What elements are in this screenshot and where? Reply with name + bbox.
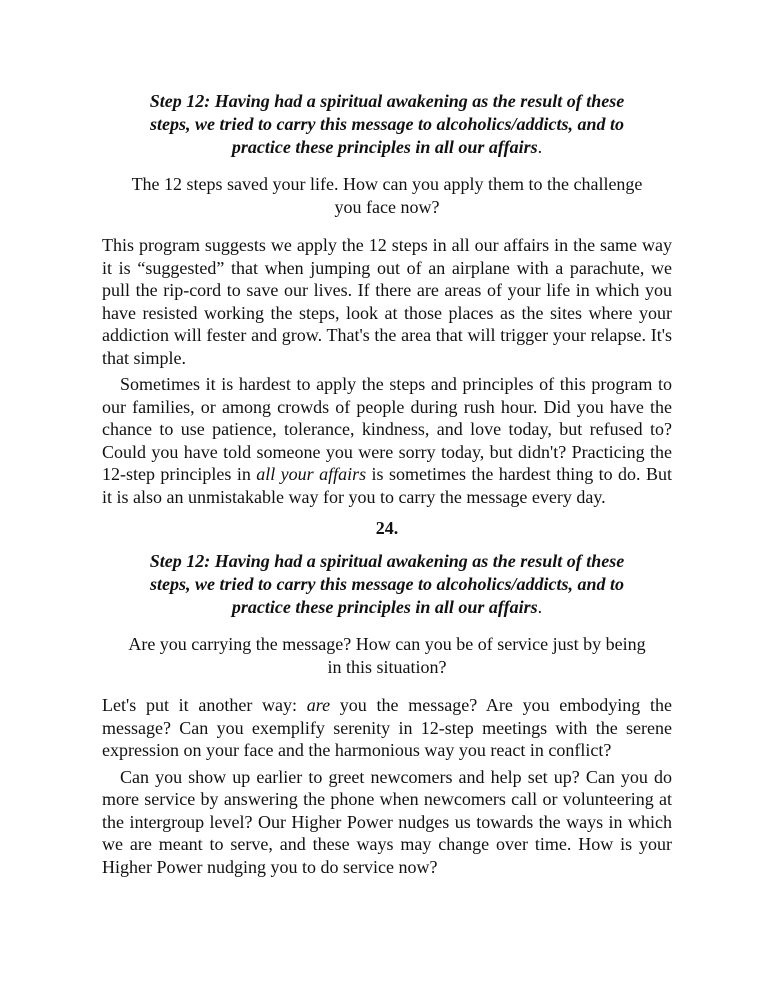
paragraph-text: is sometimes the hardest thing to do. But it is also an unmistakable way for you to carry the message every day. xyxy=(102,464,672,507)
step-heading-period: . xyxy=(537,137,543,157)
step-heading xyxy=(102,550,672,619)
body-paragraph: This program suggests we apply the 12 steps in all our affairs in the same way it is “suggested” that when jumping out of an airplane with a parachute, we pull the rip-cord to save our lives. If there are areas of your life in which you have resisted working the steps, look at those places as the sites where your addiction will fester and grow. That's the area that will trigger your relapse. It's that simple. xyxy=(102,235,672,368)
body-paragraph: Can you show up earlier to greet newcomers and help set up? Can you do more service by answering the phone when newcomers call or volunteering at the intergroup level? Our Higher Power nudges us towards the ways in which we are meant to serve, and these ways may change over time. How is your Higher Power nudging you to do service now? xyxy=(102,766,672,877)
step-heading-period: . xyxy=(537,597,543,617)
emphasis-text: all your affairs xyxy=(256,464,367,484)
body-paragraph xyxy=(102,373,672,508)
reflection-question: The 12 steps saved your life. How can you apply them to the challenge you face now? xyxy=(131,174,643,217)
reading-number: 24. xyxy=(375,518,399,538)
paragraph-text: Sometimes it is hardest to apply the steps and principles of this program to our families, or among crowds of people during rush hour. Did you have the chance to use patience, tolerance, kindness, and love today, but refused to? Could you have told someone you were sorry today, but didn't? Practicing the 12-step principles in xyxy=(102,374,672,484)
reading-section-24 xyxy=(102,550,672,878)
emphasis-text: are xyxy=(306,695,331,715)
step-heading-text: Step 12: Having had a spiritual awakening as the result of these steps, we tried to carry this message to alcoholics/addicts, and to practice these principles in all our affairs xyxy=(149,551,625,617)
reflection-question: Are you carrying the message? How can you be of service just by being in this situation? xyxy=(128,634,646,677)
paragraph-text: you the message? Are you embodying the message? Can you exemplify serenity in 12-step meetings with the serene expression on your face and the harmonious way you react in conflict? xyxy=(102,695,672,760)
reading-section-23 xyxy=(102,90,672,508)
book-page xyxy=(102,90,672,878)
body-paragraph xyxy=(102,694,672,762)
step-heading-text: Step 12: Having had a spiritual awakening as the result of these steps, we tried to carry this message to alcoholics/addicts, and to practice these principles in all our affairs xyxy=(149,91,625,157)
paragraph-text: Let's put it another way: xyxy=(102,695,307,715)
step-heading xyxy=(102,90,672,159)
